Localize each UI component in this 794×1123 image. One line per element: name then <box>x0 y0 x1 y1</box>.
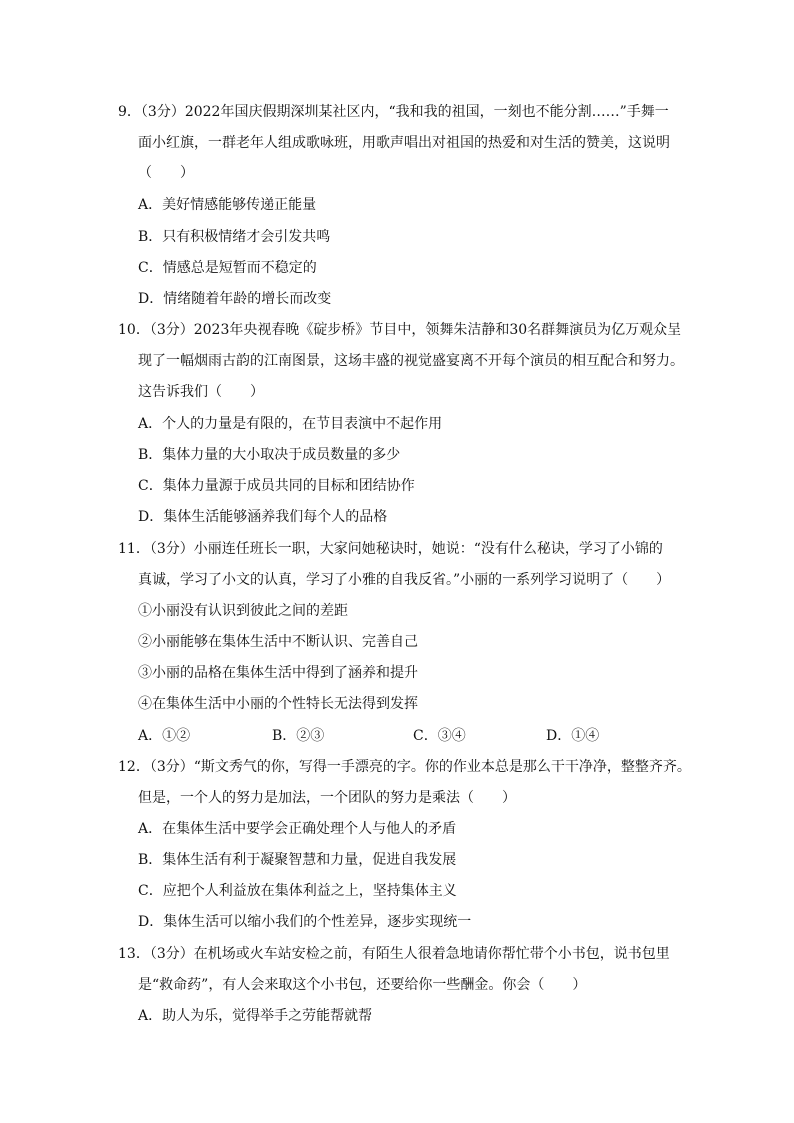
choice-b: B．②③ <box>272 728 325 744</box>
choice-a: A．①② <box>138 728 191 744</box>
statement-2: ②小丽能够在集体生活中不断认识、完善自己 <box>138 634 418 650</box>
question-stem-line: 面小红旗，一群老年人组成歌咏班，用歌声唱出对祖国的热爱和对生活的赞美，这说明 <box>138 135 670 151</box>
question-stem-line: 13．（3分）在机场或火车站安检之前，有陌生人很着急地请你帮忙带个小书包，说书包里 <box>118 946 670 962</box>
question-stem-line: 现了一幅烟雨古韵的江南图景，这场丰盛的视觉盛宴离不开每个演员的相互配合和努力。 <box>138 353 684 369</box>
question-stem-line: 真诚，学习了小文的认真，学习了小雅的自我反省。”小丽的一系列学习说明了（ ） <box>138 572 671 588</box>
question-stem-line: 这告诉我们（ ） <box>138 384 264 400</box>
choice-d: D．①④ <box>546 728 600 744</box>
option-b: B．只有积极情绪才会引发共鸣 <box>138 229 331 245</box>
choice-c: C．③④ <box>413 728 466 744</box>
option-c: C．集体力量源于成员共同的目标和团结协作 <box>138 478 415 494</box>
option-c: C．应把个人利益放在集体利益之上，坚持集体主义 <box>138 883 457 899</box>
option-b: B．集体生活有利于凝聚智慧和力量，促进自我发展 <box>138 852 457 868</box>
option-a: A．个人的力量是有限的，在节目表演中不起作用 <box>138 416 443 432</box>
question-stem-line: 10．（3分）2023年央视春晚《碇步桥》节目中，领舞朱洁静和30名群舞演员为亿万观众呈 <box>118 322 682 338</box>
question-stem-line: 9．（3分）2022年国庆假期深圳某社区内，“我和我的祖国，一刻也不能分割……”手舞一 <box>118 104 669 120</box>
option-b: B．集体力量的大小取决于成员数量的多少 <box>138 447 401 463</box>
option-a: A．美好情感能够传递正能量 <box>138 197 317 213</box>
option-d: D．情绪随着年龄的增长而改变 <box>138 291 332 307</box>
question-stem-line: 12．（3分）“斯文秀气的你，写得一手漂亮的字。你的作业本总是那么干干净净，整整齐齐。 <box>118 759 691 775</box>
option-d: D．集体生活能够涵养我们每个人的品格 <box>138 509 388 525</box>
question-stem-line: 但是，一个人的努力是加法，一个团队的努力是乘法（ ） <box>138 790 516 806</box>
choice-row <box>138 726 678 746</box>
statement-3: ③小丽的品格在集体生活中得到了涵养和提升 <box>138 665 418 681</box>
question-stem-line: 是“救命药”，有人会来取这个小书包，还要给你一些酬金。你会（ ） <box>138 977 587 993</box>
question-stem-line: （ ） <box>138 165 194 181</box>
option-d: D．集体生活可以缩小我们的个性差异，逐步实现统一 <box>138 914 472 930</box>
option-a: A．在集体生活中要学会正确处理个人与他人的矛盾 <box>138 821 457 837</box>
option-c: C．情感总是短暂而不稳定的 <box>138 260 317 276</box>
option-a: A．助人为乐，觉得举手之劳能帮就帮 <box>138 1008 373 1024</box>
statement-4: ④在集体生活中小丽的个性特长无法得到发挥 <box>138 696 418 712</box>
statement-1: ①小丽没有认识到彼此之间的差距 <box>138 603 348 619</box>
question-stem-line: 11．（3分）小丽连任班长一职，大家问她秘诀时，她说：“没有什么秘诀，学习了小锦的 <box>118 541 663 557</box>
